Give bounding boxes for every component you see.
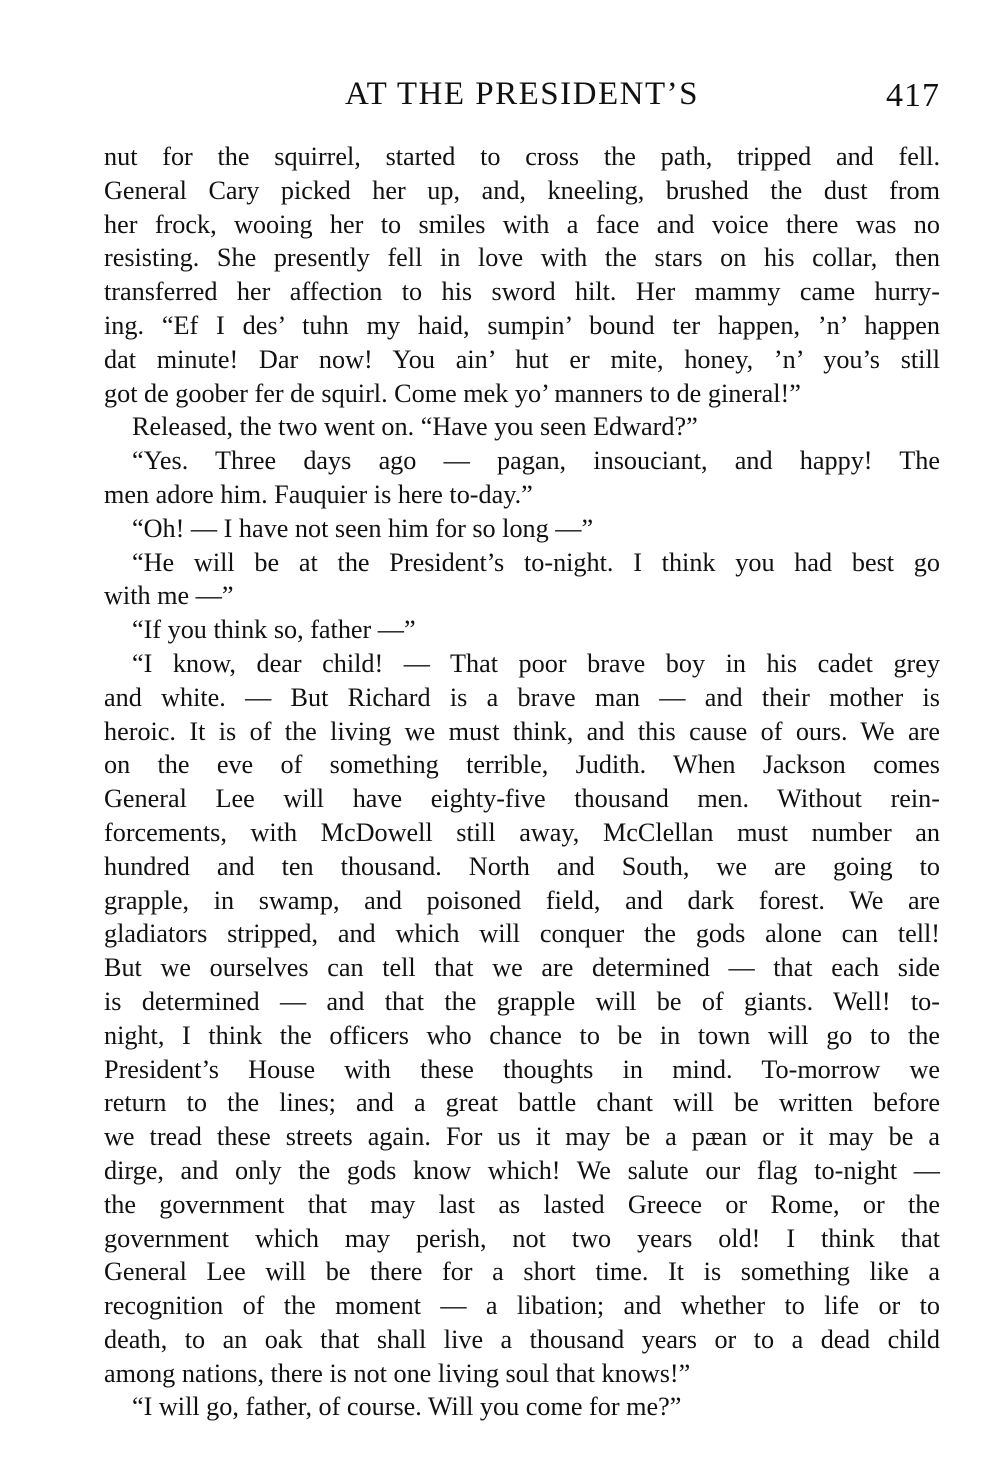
paragraph-start-line: “He will be at the President’s to-night. I think you had best go	[132, 547, 940, 577]
paragraph-start-line: “I know, dear child! — That poor brave boy in his cadet grey	[132, 648, 940, 678]
paragraph-start-line: “I will go, father, of course. Will you come for me?”	[132, 1392, 682, 1422]
text-line: grapple, in swamp, and poisoned field, and dark forest. We are	[104, 885, 940, 915]
text-line: General Cary picked her up, and, kneeling, brushed the dust from	[104, 175, 940, 205]
text-line: men adore him. Fauquier is here to-day.”	[104, 479, 533, 509]
text-line: government which may perish, not two years old! I think that	[104, 1223, 940, 1253]
running-title: AT THE PRESIDENT’S	[345, 76, 699, 112]
text-line: hundred and ten thousand. North and South, we are going to	[104, 851, 940, 881]
paragraph-start-line: “If you think so, father —”	[132, 615, 416, 645]
text-line: we tread these streets again. For us it may be a pæan or it may be a	[104, 1122, 940, 1152]
text-line: nut for the squirrel, started to cross the path, tripped and fell.	[104, 142, 940, 171]
text-line: got de goober fer de squirl. Come mek yo’ manners to de gineral!”	[104, 378, 801, 408]
text-line: night, I think the officers who chance to be in town will go to the	[104, 1020, 940, 1050]
text-line: dirge, and only the gods know which! We salute our flag to-night —	[104, 1155, 940, 1185]
text-line: on the eve of something terrible, Judith. When Jackson comes	[104, 750, 940, 780]
text-line: ing. “Ef I des’ tuhn my haid, sumpin’ bound ter happen, ’n’ happen	[104, 310, 940, 340]
body-text	[104, 140, 940, 1424]
text-line: gladiators stripped, and which will conquer the gods alone can tell!	[104, 919, 940, 949]
text-line: resisting. She presently fell in love with the stars on his collar, then	[104, 243, 940, 273]
text-line: But we ourselves can tell that we are determined — that each side	[104, 953, 940, 983]
text-line: her frock, wooing her to smiles with a face and voice there was no	[104, 209, 940, 239]
text-line: transferred her affection to his sword hilt. Her mammy came hurry-	[104, 277, 940, 307]
paragraph-start-line: “Oh! — I have not seen him for so long —”	[132, 513, 594, 543]
text-line: forcements, with McDowell still away, McClellan must number an	[104, 817, 940, 847]
paragraph-start-line: Released, the two went on. “Have you seen Edward?”	[132, 412, 698, 442]
running-head	[104, 72, 940, 116]
page-number: 417	[886, 77, 940, 114]
text-line: is determined — and that the grapple will be of giants. Well! to-	[104, 986, 940, 1016]
text-line: return to the lines; and a great battle chant will be written before	[104, 1088, 940, 1118]
text-line: death, to an oak that shall live a thousand years or to a dead child	[104, 1324, 940, 1354]
text-line: with me —”	[104, 581, 234, 611]
text-line: among nations, there is not one living soul that knows!”	[104, 1358, 691, 1388]
text-line: heroic. It is of the living we must think, and this cause of ours. We are	[104, 716, 940, 746]
text-line: President’s House with these thoughts in mind. To-morrow we	[104, 1054, 940, 1084]
text-line: dat minute! Dar now! You ain’ hut er mite, honey, ’n’ you’s still	[104, 344, 940, 374]
text-line: recognition of the moment — a libation; and whether to life or to	[104, 1291, 940, 1321]
text-line: and white. — But Richard is a brave man — and their mother is	[104, 682, 940, 712]
text-line: the government that may last as lasted Greece or Rome, or the	[104, 1189, 940, 1219]
paragraph-start-line: “Yes. Three days ago — pagan, insouciant, and happy! The	[132, 446, 940, 476]
text-line: General Lee will have eighty-five thousand men. Without rein-	[104, 784, 940, 814]
text-line: General Lee will be there for a short time. It is something like a	[104, 1257, 940, 1287]
